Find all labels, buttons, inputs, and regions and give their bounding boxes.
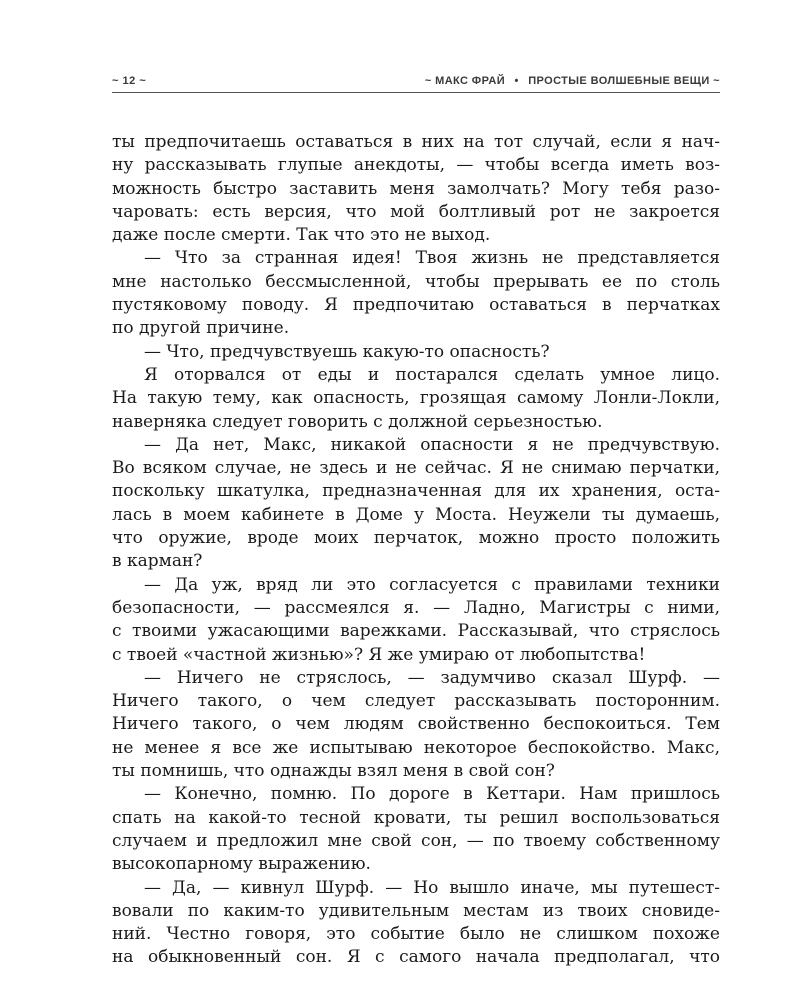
text-line: безопасности, — рассмеялся я. — Ладно, Магистры с ними,: [112, 597, 720, 618]
header-rule: [112, 92, 720, 93]
text-line: ты предпочитаешь оставаться в них на тот случай, если я нач-: [112, 132, 720, 152]
text-line: — Что, предчувствуешь какую-то опасность?: [144, 341, 550, 362]
header-separator: •: [514, 75, 519, 87]
text-line: — Ничего не стряслось, — задумчиво сказал Шурф. —: [144, 667, 720, 688]
book-info-block: [425, 75, 720, 87]
text-line: Ничего такого, о чем людям свойственно беспокоиться. Тем: [112, 714, 720, 735]
text-line: лась в моем кабинете в Доме у Моста. Неужели ты думаешь,: [112, 504, 720, 525]
text-line: по другой причине.: [112, 318, 290, 339]
ornament-left: ~: [424, 75, 432, 87]
text-line: — Что за странная идея! Твоя жизнь не представляется: [144, 248, 720, 269]
author-name: МАКС ФРАЙ: [435, 75, 506, 87]
text-line: спать на какой-то тесной кровати, ты решил воспользоваться: [112, 807, 720, 828]
text-line: ний. Честно говоря, это событие было не слишком похоже: [112, 924, 720, 945]
text-line: на обыкновенный сон. Я с самого начала предполагал, что: [112, 947, 720, 968]
text-line: с твоей «частной жизнью»? Я же умираю от любопытства!: [112, 644, 646, 665]
text-line: Ничего такого, о чем следует рассказывать посторонним.: [112, 691, 720, 712]
text-line: случаем и предложил мне свой сон, — по твоему собственному: [112, 830, 720, 851]
text-line: — Конечно, помню. По дороге в Кеттари. Нам пришлось: [144, 784, 720, 805]
book-title: ПРОСТЫЕ ВОЛШЕБНЫЕ ВЕЩИ: [528, 75, 710, 87]
text-line: чаровать: есть версия, что мой болтливый рот не закроется: [112, 201, 720, 222]
ornament-right: ~: [139, 75, 147, 87]
text-line: Во всяком случае, не здесь и не сейчас. Я не снимаю перчатки,: [112, 458, 720, 479]
text-line: — Да уж, вряд ли это согласуется с правилами техники: [144, 574, 720, 595]
text-line: На такую тему, как опасность, грозящая самому Лонли-Локли,: [112, 388, 720, 409]
text-line: пустяковому поводу. Я предпочитаю оставаться в перчатках: [112, 295, 720, 316]
text-line: ну рассказывать глупые анекдоты, — чтобы всегда иметь воз-: [112, 155, 720, 176]
text-line: с твоими ужасающими варежками. Рассказывай, что стряслось: [112, 621, 720, 642]
text-line: вовали по каким-то удивительным местам из твоих сновиде-: [112, 900, 720, 921]
text-line: мне настолько бессмысленной, чтобы прерывать ее по столь: [112, 271, 720, 292]
text-line: поскольку шкатулка, предназначенная для их хранения, оста-: [112, 481, 720, 502]
text-line: наверняка следует говорить с должной серьезностью.: [112, 411, 603, 432]
text-line: можность быстро заставить меня замолчать? Могу тебя разо-: [112, 178, 720, 199]
ornament-right: ~: [713, 75, 720, 87]
text-line: не менее я все же испытываю некоторое беспокойство. Макс,: [112, 737, 720, 758]
text-line: что оружие, вроде моих перчаток, можно просто положить: [112, 528, 720, 549]
text-line: — Да нет, Макс, никакой опасности я не предчувствую.: [144, 434, 720, 455]
page-number: 12: [122, 75, 136, 87]
running-header: [112, 72, 720, 94]
page-body: [112, 131, 720, 970]
text-line: Я оторвался от еды и постарался сделать умное лицо.: [144, 364, 720, 385]
text-line: высокопарному выражению.: [112, 854, 371, 875]
text-line: ты помнишь, что однажды взял меня в свой сон?: [112, 761, 555, 782]
text-line: даже после смерти. Так что это не выход.: [112, 225, 491, 246]
ornament-left: ~: [112, 75, 119, 87]
page-number-block: [112, 75, 146, 87]
text-line: — Да, — кивнул Шурф. — Но вышло иначе, мы путешест-: [144, 877, 720, 898]
text-line: в карман?: [112, 551, 203, 572]
